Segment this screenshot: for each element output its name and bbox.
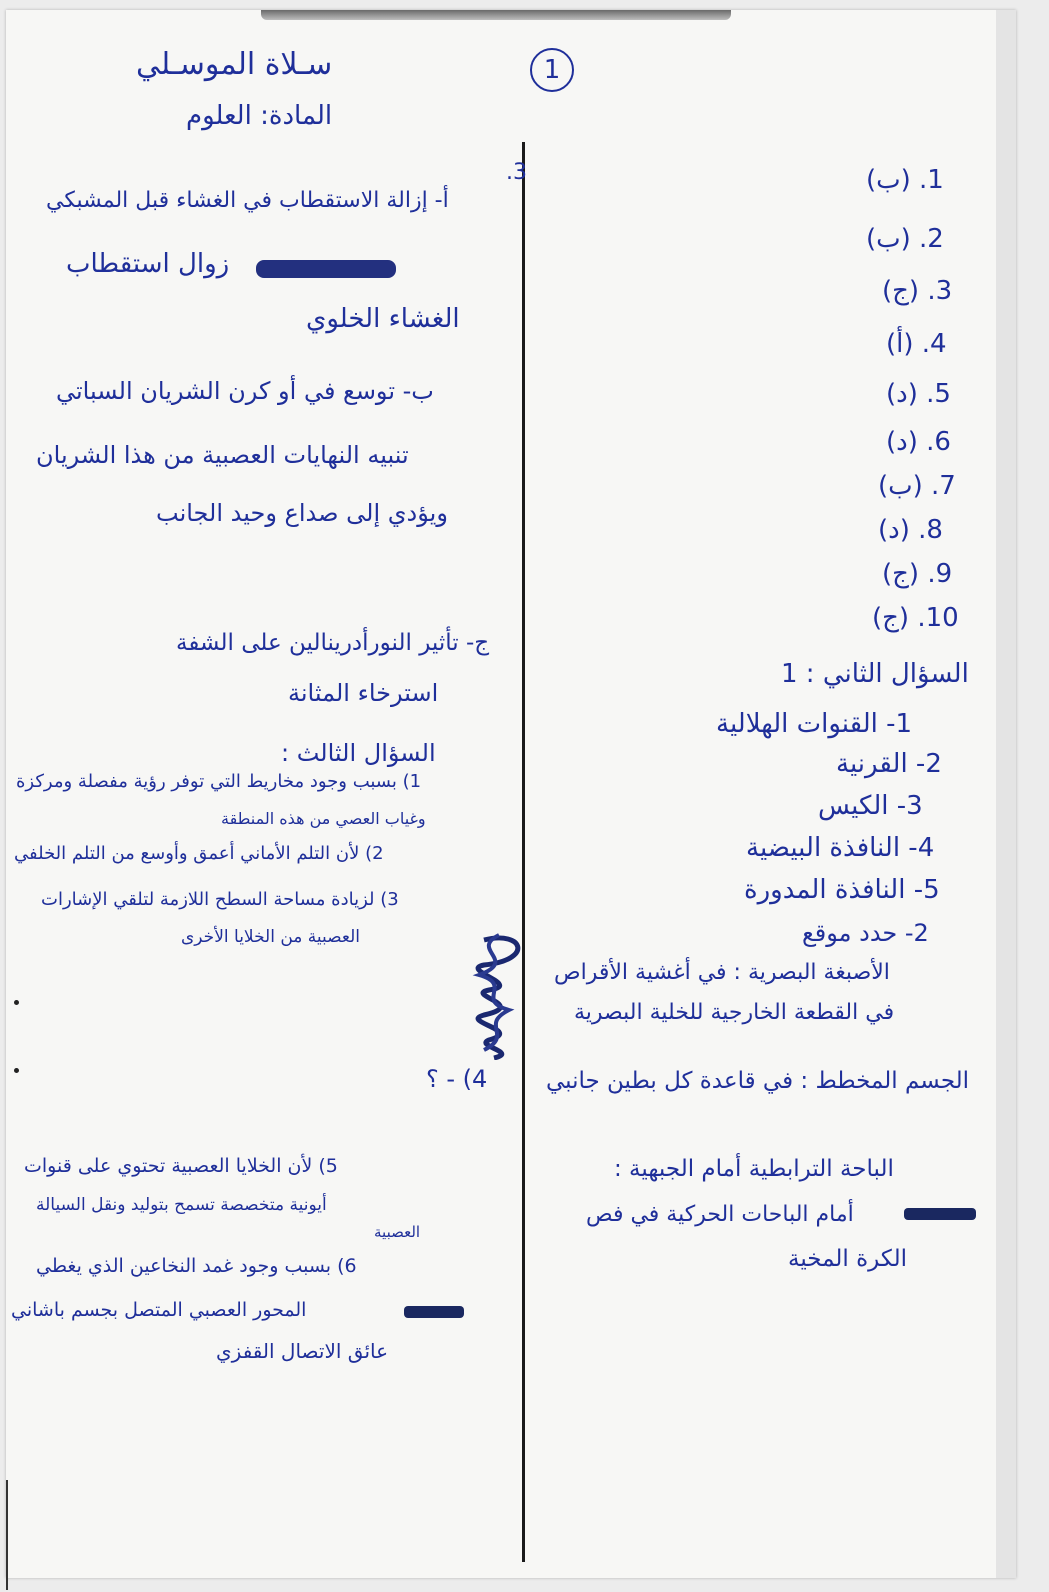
q2-item-1: 1- القنوات الهلالية xyxy=(716,709,913,739)
mcq-answer-9: 9. (ج) xyxy=(882,559,953,589)
q3b-line-1: ب- توسع في أو كرن الشريان السباتي xyxy=(56,377,434,405)
location-3-line-3: الكرة المخية xyxy=(788,1246,907,1272)
page-number: 1 xyxy=(530,48,574,92)
answer-3-line-2: العصبية من الخلايا الأخرى xyxy=(181,927,361,947)
mcq-answer-3: 3. (ج) xyxy=(882,276,953,306)
q3a-line-1: أ- إزالة الاستقطاب في الغشاء قبل المشبكي xyxy=(46,188,449,213)
q2-part-2: 2- حدد موقع xyxy=(802,919,929,947)
mcq-answer-5: 5. (د) xyxy=(886,379,951,409)
crossed-out-word xyxy=(404,1306,464,1318)
answer-5-line-2: أيونية متخصصة تسمح بتوليد ونقل السيالة xyxy=(36,1195,327,1215)
answer-2: 2) لأن التلم الأماني أعمق وأوسع من التلم الخلفي xyxy=(14,843,384,864)
answer-6-line-3: عائق الاتصال القفزي xyxy=(216,1339,389,1363)
margin-dot xyxy=(14,1000,19,1005)
answer-5-line-1: 5) لأن الخلايا العصبية تحتوي على قنوات xyxy=(24,1155,338,1177)
location-3-line-2: أمام الباحات الحركية في فص xyxy=(586,1202,854,1227)
margin-dot xyxy=(14,1068,19,1073)
mcq-answer-4: 4. (أ) xyxy=(886,329,947,359)
location-1-line-1: الأصبغة البصرية : في أغشية الأقراص xyxy=(554,960,890,985)
location-3-line-1: الباحة الترابطية أمام الجبهية : xyxy=(614,1156,894,1182)
mcq-answer-8: 8. (د) xyxy=(878,515,943,545)
answer-6-line-2: المحور العصبي المتصل بجسم باشاني xyxy=(11,1299,307,1321)
q2-item-4: 4- النافذة البيضية xyxy=(746,833,935,863)
mcq-answer-6: 6. (د) xyxy=(886,427,951,457)
q3c-line-2: استرخاء المثانة xyxy=(288,679,439,707)
mcq-answer-7: 7. (ب) xyxy=(878,471,956,501)
q3b-line-2: تنبيه النهايات العصبية من هذا الشريان xyxy=(36,441,409,469)
answer-5-line-3: العصبية xyxy=(374,1223,421,1241)
scribble-mark xyxy=(464,930,534,1060)
answer-6-line-1: 6) بسبب وجود غمد النخاعين الذي يغطي xyxy=(36,1255,357,1277)
q3b-line-3: ويؤدي إلى صداع وحيد الجانب xyxy=(156,499,448,527)
exam-sheet xyxy=(6,10,1016,1578)
q2-item-5: 5- النافذة المدورة xyxy=(744,875,940,905)
q3-number: 3. xyxy=(506,160,527,185)
question-2-heading: السؤال الثاني : 1 xyxy=(781,659,969,689)
q3a-line-2: زوال استقطاب xyxy=(66,249,230,279)
page-edge-left xyxy=(6,1480,8,1590)
binder-clip xyxy=(261,10,731,20)
q3a-line-3: الغشاء الخلوي xyxy=(306,304,460,334)
column-divider xyxy=(522,142,525,1562)
student-name: سـلاة الموسـلي xyxy=(136,47,333,82)
location-2: الجسم المخطط : في قاعدة كل بطين جانبي xyxy=(546,1068,970,1094)
mcq-answer-10: 10. (ج) xyxy=(872,603,959,633)
q3c-line-1: ج- تأثير النورأدرينالين على الشفة xyxy=(176,630,490,656)
mcq-answer-1: 1. (ب) xyxy=(866,165,944,195)
q2-item-3: 3- الكيس xyxy=(818,791,923,821)
answer-1-line-1: 1) بسبب وجود مخاريط التي توفر رؤية مفصلة ومركزة xyxy=(16,771,422,792)
crossed-out-word xyxy=(256,260,396,278)
q2-item-2: 2- القرنية xyxy=(836,749,942,779)
question-3-heading: السؤال الثالث : xyxy=(281,739,436,767)
mcq-answer-2: 2. (ب) xyxy=(866,224,944,254)
subject-line: المادة: العلوم xyxy=(186,101,333,131)
answer-4: 4) - ؟ xyxy=(426,1065,488,1093)
crossed-out-word xyxy=(904,1208,976,1220)
answer-3-line-1: 3) لزيادة مساحة السطح اللازمة لتلقي الإشارات xyxy=(41,889,399,910)
page-edge xyxy=(996,10,1016,1578)
answer-1-line-2: وغياب العصي من هذه المنطقة xyxy=(221,809,426,828)
location-1-line-2: في القطعة الخارجية للخلية البصرية xyxy=(574,1000,895,1025)
